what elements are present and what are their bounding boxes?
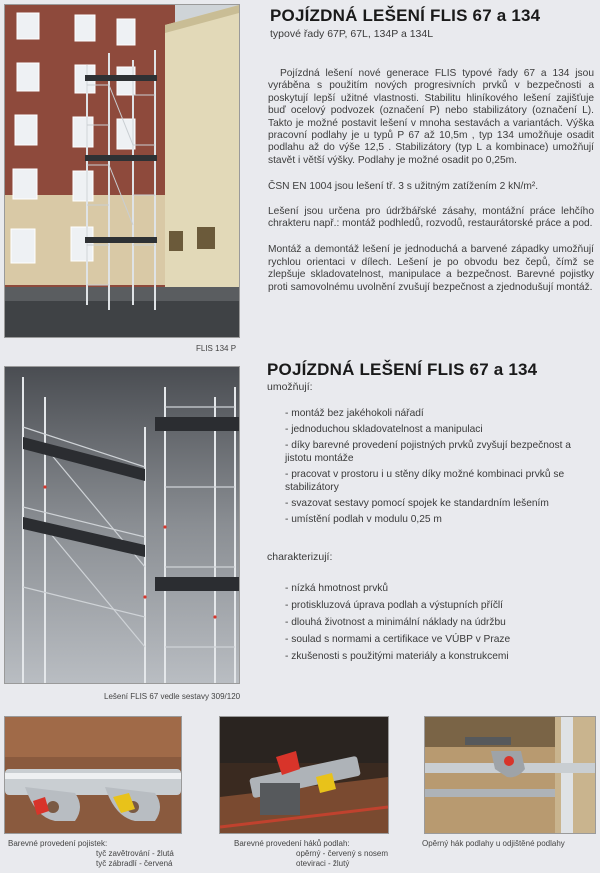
caption-photo3-line2: tyč zavětrování - žlutá bbox=[96, 849, 174, 858]
list-item: - soulad s normami a certifikace ve VÚBP v Praze bbox=[285, 634, 511, 645]
caption-photo1: FLIS 134 P bbox=[196, 344, 237, 353]
enables-label: umožňují: bbox=[267, 381, 313, 393]
enables-list bbox=[285, 407, 595, 526]
caption-photo3-line3: tyč zábradlí - červená bbox=[96, 859, 173, 868]
list-item: - umístění podlah v modulu 0,25 m bbox=[285, 514, 442, 525]
caption-photo4-line2: opěrný - červený s nosem bbox=[296, 849, 389, 858]
section1-paragraph-1: Pojízdná lešení nové generace FLIS typové řady 67 a 134 jsou vyráběna s použitím nových progresivních prvků v bezpečnosti a poskytují lepší užitné vlastnosti. Stabilitu hliníkového lešení zajišťuje buď ocelový podvozek (označení P) nebo stabilizátory (označení L). Takto je možné postavit lešení v mnoha sestavách a variantách. Výška pracovní podlahy je u typů P 67 až 10,5m , typ 134 umožňuje osadit podlahu až do výše 12,5 . Stabilizátory (typ L a kombinace) umožňují stavět i větší výšky. Podlahy je možné osadit po 0,25m. bbox=[268, 68, 594, 166]
scaffolds-sky-illustration bbox=[5, 367, 239, 683]
list-item: - protiskluzová úprava podlah a výstupních příčlí bbox=[285, 600, 504, 611]
photo-hook-unsecured bbox=[424, 716, 596, 834]
section1-paragraph-3: Lešení jsou určena pro údržbářské zásahy, montážní práce lehčího chrakteru např.: montáž podhledů, rozvodů, restaurátorské práce a pod. bbox=[268, 205, 594, 230]
characteristics-list bbox=[285, 582, 595, 663]
list-item: - díky barevné provedení pojistných prvků zvyšují bezpečnost a jistotu montáže bbox=[285, 440, 571, 464]
building-scaffold-illustration bbox=[5, 5, 239, 337]
characterized-label: charakterizují: bbox=[267, 551, 333, 563]
list-item: - pracovat v prostoru i u stěny díky možné kombinaci prvků se stabilizátory bbox=[285, 469, 565, 493]
section1-paragraph-4: Montáž a demontáž lešení je jednoduchá a barvené západky umožňují rychlou orientaci v dílech. Lešení je po obvodu bez čepů, čímž se zlepšuje skladovatelnost, manipulace a bezpečnost. Barevné pojistky proti samovolnému uvolnění zvušují bezpečnost a zjednodušují montáž. bbox=[268, 244, 594, 293]
section1-body bbox=[268, 68, 594, 294]
section1-subtitle: typové řady 67P, 67L, 134P a 134L bbox=[270, 28, 434, 40]
caption-photo2: Lešení FLIS 67 vedle sestavy 309/120 bbox=[104, 692, 241, 701]
section1-paragraph-2: ČSN EN 1004 jsou lešení tř. 3 s užitným zatížením 2 kN/m². bbox=[268, 181, 539, 193]
caption-photo4-line1: Barevné provedení háků podlah: bbox=[234, 839, 350, 848]
photo-building-scaffold bbox=[4, 4, 240, 338]
caption-photo4-line3: oteviraci - žlutý bbox=[296, 859, 350, 868]
list-item: - jednoduchou skladovatelnost a manipulaci bbox=[285, 424, 483, 435]
photo-hook-colors bbox=[219, 716, 389, 834]
list-item: - montáž bez jakéhokoli nářadí bbox=[285, 408, 424, 419]
list-item: - nízká hmotnost prvků bbox=[285, 583, 389, 594]
photo-scaffolds-sky bbox=[4, 366, 240, 684]
hook-colors-illustration bbox=[220, 717, 388, 833]
section1-title: POJÍZDNÁ LEŠENÍ FLIS 67 a 134 bbox=[270, 6, 541, 25]
list-item: - dlouhá životnost a minimální náklady na údržbu bbox=[285, 617, 506, 628]
caption-photo3-line1: Barevné provedení pojistek: bbox=[8, 839, 108, 848]
caption-photo5: Opěrný hák podlahy u odjištěné podlahy bbox=[422, 839, 565, 848]
hook-unsecured-illustration bbox=[425, 717, 595, 833]
photo-latch-closeup bbox=[4, 716, 182, 834]
latch-closeup-illustration bbox=[5, 717, 181, 833]
list-item: - zkušenosti s použitými materiály a konstrukcemi bbox=[285, 651, 509, 662]
list-item: - svazovat sestavy pomocí spojek ke standardním lešením bbox=[285, 498, 549, 509]
section2-title: POJÍZDNÁ LEŠENÍ FLIS 67 a 134 bbox=[267, 360, 538, 379]
